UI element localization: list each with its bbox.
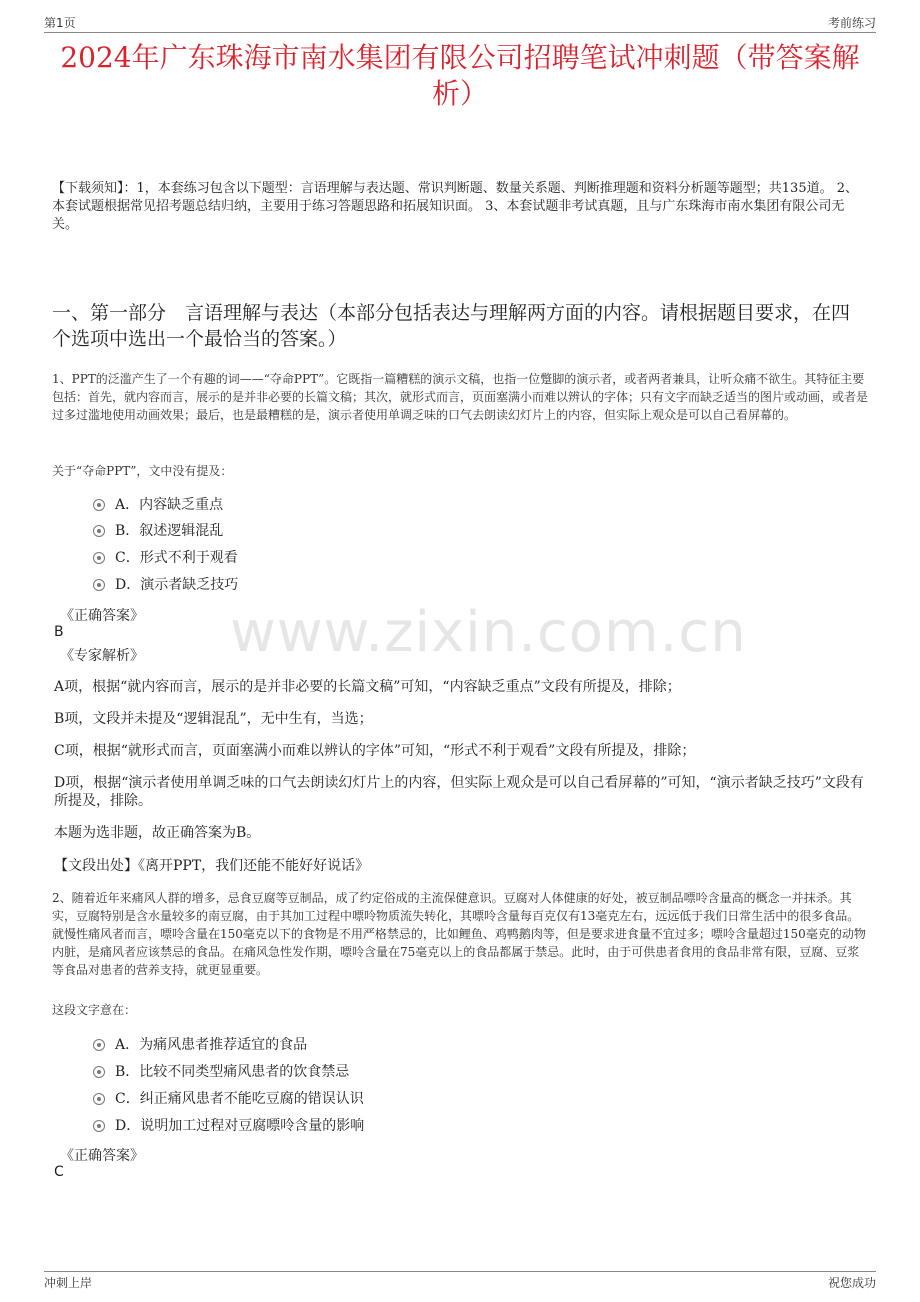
q1-answer: B xyxy=(54,624,64,640)
page-number: 第1页 xyxy=(44,16,76,30)
q1-analysis-label: 《专家解析》 xyxy=(60,648,144,664)
watermark: www.zixin.com.cn xyxy=(230,600,747,665)
radio-icon[interactable] xyxy=(93,1039,105,1051)
q1-option-b[interactable]: B．叙述逻辑混乱 xyxy=(93,522,223,540)
radio-icon[interactable] xyxy=(93,1120,105,1132)
q2-option-d[interactable]: D．说明加工过程对豆腐嘌呤含量的影响 xyxy=(93,1117,364,1135)
page-header xyxy=(44,14,876,33)
q2-answer-label: 《正确答案》 xyxy=(60,1148,144,1164)
document-title: 2024年广东珠海市南水集团有限公司招聘笔试冲刺题（带答案解析） xyxy=(60,41,860,110)
radio-icon[interactable] xyxy=(93,579,105,591)
radio-icon[interactable] xyxy=(93,1066,105,1078)
q1-source: 【文段出处】《离开PPT，我们还能不能好好说话》 xyxy=(54,858,370,874)
question-2-prompt: 这段文字意在： xyxy=(52,1003,137,1017)
q1-analysis-b: B项，文段并未提及“逻辑混乱”，无中生有，当选； xyxy=(54,711,373,727)
q1-conclusion: 本题为选非题，故正确答案为B。 xyxy=(54,825,261,841)
radio-icon[interactable] xyxy=(93,552,105,564)
footer-left-text: 冲刺上岸 xyxy=(44,1276,93,1290)
header-tag: 考前练习 xyxy=(827,16,876,30)
section-heading: 一、第一部分 言语理解与表达（本部分包括表达与理解两方面的内容。请根据题目要求，在四个选项中选出一个最恰当的答案。） xyxy=(52,302,851,350)
download-notice: 【下载须知】：1，本套练习包含以下题型：言语理解与表达题、常识判断题、数量关系题、判断推理题和资料分析题等题型；共135道。 2、本套试题根据常见招考题总结归纳，主要用于练习答题思路和拓展知识面。 3、本套试题非考试真题，且与广东珠海市南水集团有限公司无关。 xyxy=(52,181,858,232)
radio-icon[interactable] xyxy=(93,525,105,537)
footer-right-text: 祝您成功 xyxy=(827,1276,876,1290)
q1-option-d[interactable]: D．演示者缺乏技巧 xyxy=(93,576,238,594)
page-footer xyxy=(44,1271,876,1292)
radio-icon[interactable] xyxy=(93,1093,105,1105)
q1-answer-label: 《正确答案》 xyxy=(60,608,144,624)
q2-option-b[interactable]: B．比较不同类型痛风患者的饮食禁忌 xyxy=(93,1063,349,1081)
question-1-prompt: 关于“夺命PPT”，文中没有提及： xyxy=(52,464,233,478)
q2-answer: C xyxy=(54,1164,64,1180)
q1-option-c[interactable]: C．形式不利于观看 xyxy=(93,549,238,567)
q2-option-c[interactable]: C．纠正痛风患者不能吃豆腐的错误认识 xyxy=(93,1090,364,1108)
question-2-text: 2、随着近年来痛风人群的增多，忌食豆腐等豆制品，成了约定俗成的主流保健意识。豆腐对人体健康的好处，被豆制品嘌呤含量高的概念一并抹杀。其实，豆腐特别是含水量较多的南豆腐，由于其加工过程中嘌呤物质流失转化，其嘌呤含量每百克仅有13毫克左右，远远低于我们日常生活中的很多食品。就慢性痛风者而言，嘌呤含量在150毫克以下的食物是不用严格禁忌的，比如鲤鱼、鸡鸭鹅肉等，但是要求进食量不宜过多；嘌呤含量超过150毫克的动物内脏，是痛风者应该禁忌的食品。在痛风急性发作期，嘌呤含量在75毫克以上的食品都属于禁忌。此时，由于可供患者食用的食品非常有限，豆腐、豆浆等食品对患者的营养支持，就更显重要。 xyxy=(52,891,866,977)
q1-analysis-c: C项，根据“就形式而言，页面塞满小而难以辨认的字体”可知，“形式不利于观看”文段有所提及，排除； xyxy=(54,743,696,759)
radio-icon[interactable] xyxy=(93,499,105,511)
q1-analysis-a: A项，根据“就内容而言，展示的是并非必要的长篇文稿”可知，“内容缺乏重点”文段有所提及，排除； xyxy=(54,679,681,695)
q2-option-a[interactable]: A．为痛风患者推荐适宜的食品 xyxy=(93,1036,307,1054)
q1-analysis-d: D项，根据“演示者使用单调乏味的口气去朗读幻灯片上的内容，但实际上观众是可以自己看屏幕的”可知，“演示者缺乏技巧”文段有所提及，排除。 xyxy=(54,775,864,809)
question-1-text: 1、PPT的泛滥产生了一个有趣的词——“夺命PPT”。它既指一篇糟糕的演示文稿，也指一位蹩脚的演示者，或者两者兼具，让听众痛不欲生。其特征主要包括：首先，就内容而言，展示的是并非必要的长篇文稿；其次，就形式而言，页面塞满小而难以辨认的字体；只有文字而缺乏适当的图片或动画，或者是过多过滥地使用动画效果；最后，也是最糟糕的是，演示者使用单调乏味的口气去朗读幻灯片上的内容，但实际上观众是可以自己看屏幕的。 xyxy=(52,372,869,422)
q1-option-a[interactable]: A．内容缺乏重点 xyxy=(93,496,223,514)
